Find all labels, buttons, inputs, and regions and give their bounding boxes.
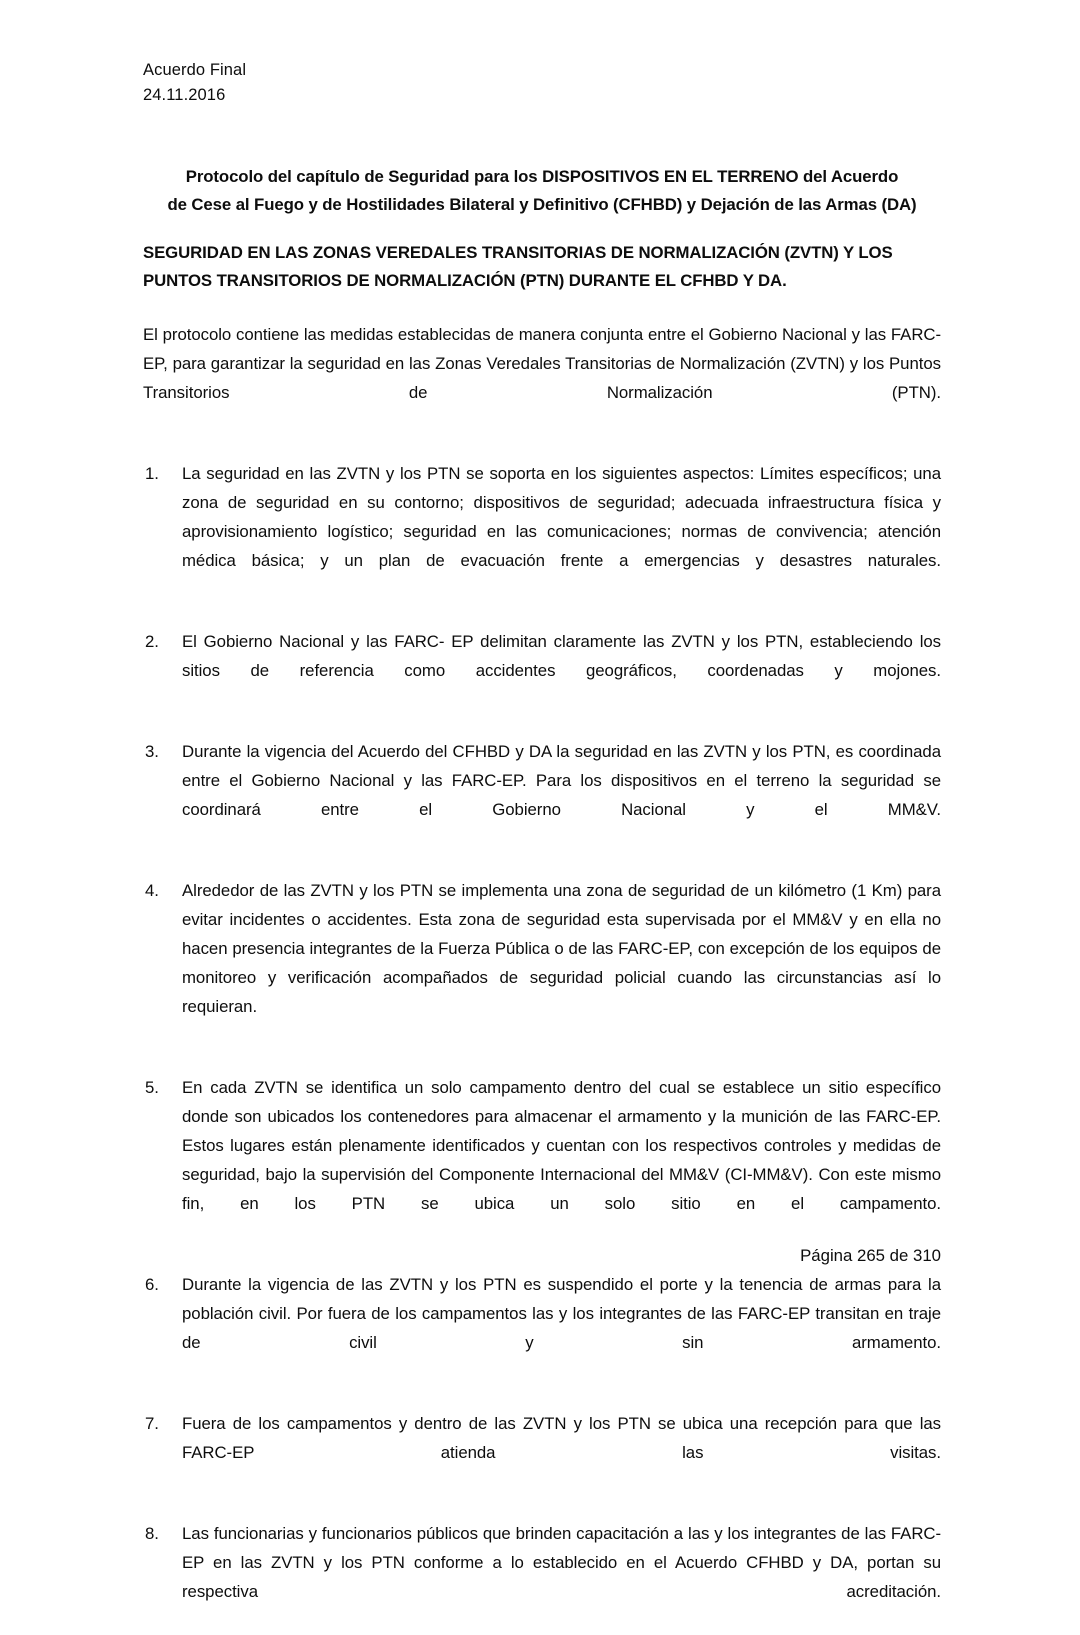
page-title	[143, 163, 941, 218]
list-item-text: En cada ZVTN se identifica un solo campamento dentro del cual se establece un sitio específico donde son ubicados los contenedores para almacenar el armamento y la munición de las FARC-EP. Estos lugares están plenamente identificados y cuentan con los respectivos controles y medidas de seguridad, bajo la supervisión del Componente Internacional del MM&V (CI-MM&V). Con este mismo fin, en los PTN se ubica un solo sitio en el campamento.	[182, 1078, 941, 1213]
list-item-text: Durante la vigencia del Acuerdo del CFHBD y DA la seguridad en las ZVTN y los PTN, es coordinada entre el Gobierno Nacional y las FARC-EP. Para los dispositivos en el terreno la seguridad se coordinará entre el Gobierno Nacional y el MM&V.	[182, 742, 941, 819]
list-item	[143, 1409, 941, 1496]
list-item	[143, 1073, 941, 1247]
list-item-text: Alrededor de las ZVTN y los PTN se implementa una zona de seguridad de un kilómetro (1 Km) para evitar incidentes o accidentes. Esta zona de seguridad esta supervisada por el MM&V y en ella no hacen presencia integrantes de la Fuerza Pública o de las FARC-EP, con excepción de los equipos de monitoreo y verificación acompañados de seguridad policial cuando las circunstancias así lo requieran.	[182, 881, 941, 1016]
list-item-marker: 3.	[145, 742, 159, 761]
list-item	[143, 1270, 941, 1386]
list-item-marker: 4.	[145, 881, 159, 900]
list-item-marker: 6.	[145, 1275, 159, 1294]
page-footer	[143, 1243, 941, 1269]
list-item	[143, 876, 941, 1050]
list-item-text: El Gobierno Nacional y las FARC- EP delimitan claramente las ZVTN y los PTN, estableciendo los sitios de referencia como accidentes geográficos, coordenadas y mojones.	[182, 632, 941, 680]
section-heading: SEGURIDAD EN LAS ZONAS VEREDALES TRANSITORIAS DE NORMALIZACIÓN (ZVTN) Y LOS PUNTOS TRANSITORIOS DE NORMALIZACIÓN (PTN) DURANTE EL CFHBD Y DA.	[143, 243, 893, 290]
list-item-text: Durante la vigencia de las ZVTN y los PTN es suspendido el porte y la tenencia de armas para la población civil. Por fuera de los campamentos las y los integrantes de las FARC-EP transitan en traje de civil y sin armamento.	[182, 1275, 941, 1352]
document-content	[143, 163, 941, 1635]
list-item	[143, 459, 941, 604]
list-item-text: Las funcionarias y funcionarios públicos que brinden capacitación a las y los integrantes de las FARC-EP en las ZVTN y los PTN conforme a lo establecido en el Acuerdo CFHBD y DA, portan su respectiva acreditación.	[182, 1524, 941, 1601]
list-item-text: Fuera de los campamentos y dentro de las ZVTN y los PTN se ubica una recepción para que las FARC-EP atienda las visitas.	[182, 1414, 941, 1462]
page-number-label: Página 265 de 310	[800, 1246, 941, 1265]
running-header	[143, 58, 246, 108]
list-item-marker: 7.	[145, 1414, 159, 1433]
list-item	[143, 627, 941, 714]
list-item	[143, 1519, 941, 1635]
list-item-marker: 2.	[145, 632, 159, 651]
list-item-marker: 8.	[145, 1524, 159, 1543]
page-title-line-2: de Cese al Fuego y de Hostilidades Bilateral y Definitivo (CFHBD) y Dejación de las Armas (DA)	[167, 194, 917, 214]
running-header-title: Acuerdo Final	[143, 61, 247, 79]
list-item-text: La seguridad en las ZVTN y los PTN se soporta en los siguientes aspectos: Límites específicos; una zona de seguridad en su contorno; dispositivos de seguridad; adecuada infraestructura física y aprovisionamiento logístico; seguridad en las comunicaciones; normas de convivencia; atención médica básica; y un plan de evacuación frente a emergencias y desastres naturales.	[182, 464, 941, 570]
list-item	[143, 737, 941, 853]
page-title-line-1: Protocolo del capítulo de Seguridad para los DISPOSITIVOS EN EL TERRENO del Acuerdo	[185, 167, 899, 186]
running-header-date: 24.11.2016	[143, 86, 226, 104]
list-item-marker: 5.	[145, 1078, 159, 1097]
intro-paragraph: El protocolo contiene las medidas establecidas de manera conjunta entre el Gobierno Nacional y las FARC-EP, para garantizar la seguridad en las Zonas Veredales Transitorias de Normalización (ZVTN) y los Puntos Transitorios de Normalización (PTN).	[143, 325, 941, 402]
list-item-marker: 1.	[145, 464, 159, 483]
numbered-list	[143, 459, 941, 1635]
